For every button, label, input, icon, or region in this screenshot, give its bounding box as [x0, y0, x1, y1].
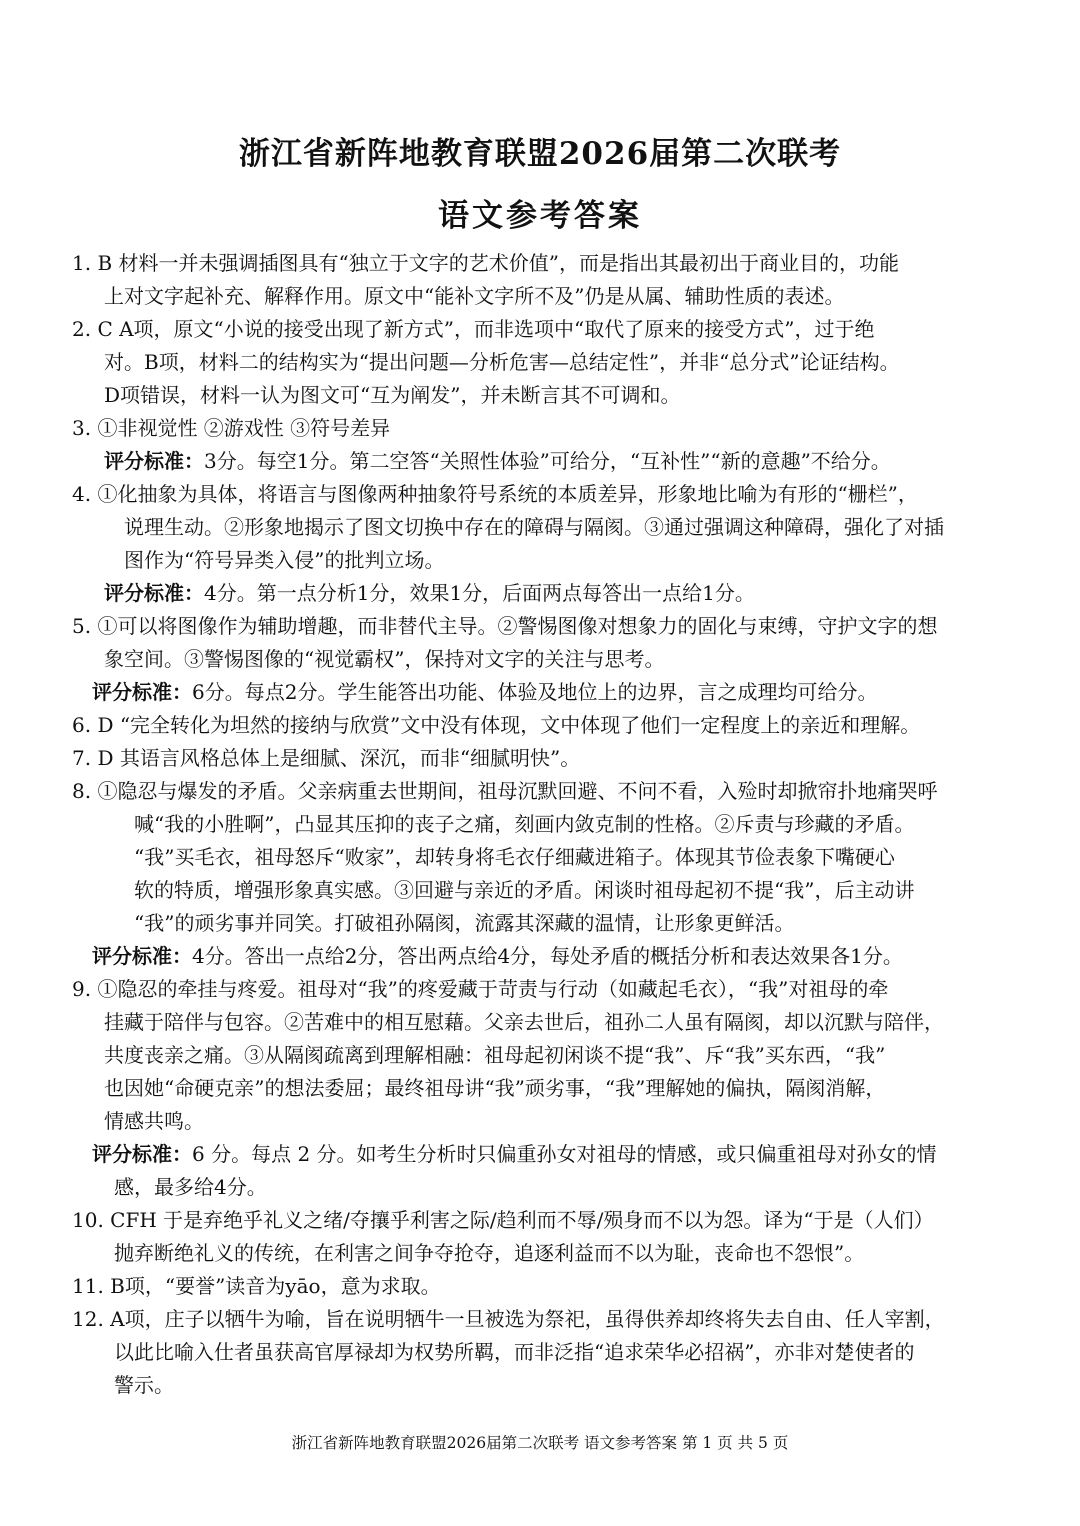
answer-1-line-1: 1. B 材料一并未强调插图具有“独立于文字的艺术价值”，而是指出其最初出于商业目的，功能 — [72, 251, 899, 275]
answer-3-line-1: 3. ①非视觉性 ②游戏性 ③符号差异 — [72, 416, 391, 440]
answer-9-line-5: 情感共鸣。 — [104, 1109, 204, 1133]
answer-9-scoring — [92, 1138, 937, 1171]
answer-12-line-2: 以此比喻入仕者虽获高官厚禄却为权势所羁，而非泛指“追求荣华必招祸”，亦非对楚使者的 — [114, 1340, 915, 1364]
answer-9-line-3: 共度丧亲之痛。③从隔阂疏离到理解相融：祖母起初闲谈不提“我”、斥“我”买东西，“我” — [104, 1043, 886, 1067]
answer-8-line-4: 软的特质，增强形象真实感。③回避与亲近的矛盾。闲谈时祖母起初不提“我”，后主动讲 — [134, 878, 915, 902]
answer-9-line-1: 9. ①隐忍的牵挂与疼爱。祖母对“我”的疼爱藏于苛责与行动（如藏起毛衣），“我”对祖母的牵 — [72, 977, 889, 1001]
scoring-label: 评分标准： — [92, 680, 192, 704]
answer-8-line-1: 8. ①隐忍与爆发的矛盾。父亲病重去世期间，祖母沉默回避、不问不看，入殓时却掀帘扑地痛哭呼 — [72, 779, 938, 803]
answer-8-line-5: “我”的顽劣事并同笑。打破祖孙隔阂，流露其深藏的温情，让形象更鲜活。 — [134, 911, 795, 935]
answer-12-line-1: 12. A项，庄子以牺牛为喻，旨在说明牺牛一旦被选为祭祀，虽得供养却终将失去自由、任人宰割， — [72, 1307, 945, 1331]
scoring-text: 3分。每空1分。第二空答“关照性体验”可给分，“互补性”“新的意趣”不给分。 — [204, 449, 891, 473]
answer-8-scoring — [92, 940, 903, 973]
scoring-text: 6分。每点2分。学生能答出功能、体验及地位上的边界，言之成理均可给分。 — [192, 680, 878, 704]
scoring-label: 评分标准： — [104, 449, 204, 473]
answer-4-line-1: 4. ①化抽象为具体，将语言与图像两种抽象符号系统的本质差异，形象地比喻为有形的“栅栏”， — [72, 482, 918, 506]
answer-9-line-2: 挂藏于陪伴与包容。②苦难中的相互慰藉。父亲去世后，祖孙二人虽有隔阂，却以沉默与陪伴， — [104, 1010, 944, 1034]
answer-7-line-1: 7. D 其语言风格总体上是细腻、深沉，而非“细腻明快”。 — [72, 746, 581, 770]
scoring-label: 评分标准： — [92, 1142, 192, 1166]
answer-12-line-3: 警示。 — [114, 1373, 174, 1397]
answer-8-line-2: 喊“我的小胜啊”，凸显其压抑的丧子之痛，刻画内敛克制的性格。②斥责与珍藏的矛盾。 — [134, 812, 915, 836]
scoring-label: 评分标准： — [104, 581, 204, 605]
page-footer: 浙江省新阵地教育联盟2026届第二次联考 语文参考答案 第 1 页 共 5 页 — [291, 1434, 789, 1452]
answer-5-scoring — [92, 676, 877, 709]
answer-9-line-4: 也因她“命硬克亲”的想法委屈；最终祖母讲“我”顽劣事，“我”理解她的偏执，隔阂消解， — [104, 1076, 886, 1100]
answer-8-line-3: “我”买毛衣，祖母怒斥“败家”，却转身将毛衣仔细藏进箱子。体现其节俭表象下嘴硬心 — [134, 845, 895, 869]
answer-10-line-2: 抛弃断绝礼义的传统，在利害之间争夺抢夺，追逐利益而不以为耻，丧命也不怨恨”。 — [114, 1241, 865, 1265]
answer-1-line-2: 上对文字起补充、解释作用。原文中“能补文字所不及”仍是从属、辅助性质的表述。 — [104, 284, 845, 308]
answer-5-line-1: 5. ①可以将图像作为辅助增趣，而非替代主导。②警惕图像对想象力的固化与束缚，守护文字的想 — [72, 614, 938, 638]
answer-4-scoring — [104, 577, 755, 610]
document-subtitle: 语文参考答案 — [438, 198, 642, 234]
answer-4-line-2: 说理生动。②形象地揭示了图文切换中存在的障碍与隔阂。③通过强调这种障碍，强化了对插 — [124, 515, 944, 539]
answer-9-scoring-line-2: 感，最多给4分。 — [114, 1175, 267, 1199]
answer-2-line-3: D项错误，材料一认为图文可“互为阐发”，并未断言其不可调和。 — [104, 383, 681, 407]
answer-2-line-2: 对。B项，材料二的结构实为“提出问题—分析危害—总结定性”，并非“总分式”论证结构。 — [104, 350, 900, 374]
answer-6-line-1: 6. D “完全转化为坦然的接纳与欣赏”文中没有体现，文中体现了他们一定程度上的亲近和理解。 — [72, 713, 921, 737]
answer-3-scoring — [104, 445, 891, 478]
scoring-text: 6 分。每点 2 分。如考生分析时只偏重孙女对祖母的情感，或只偏重祖母对孙女的情 — [192, 1142, 937, 1166]
scoring-text: 4分。第一点分析1分，效果1分，后面两点每答出一点给1分。 — [204, 581, 755, 605]
answer-5-line-2: 象空间。③警惕图像的“视觉霸权”，保持对文字的关注与思考。 — [104, 647, 665, 671]
scoring-label: 评分标准： — [92, 944, 192, 968]
answer-2-line-1: 2. C A项，原文“小说的接受出现了新方式”，而非选项中“取代了原来的接受方式”，过于绝 — [72, 317, 875, 341]
answer-11-line-1: 11. B项，“要誉”读音为yāo，意为求取。 — [72, 1274, 441, 1298]
answer-4-line-3: 图作为“符号异类入侵”的批判立场。 — [124, 548, 445, 572]
answer-10-line-1: 10. CFH 于是弃绝乎礼义之绪/夺攘乎利害之际/趋利而不辱/殒身而不以为怨。译为“于是（人们） — [72, 1208, 934, 1232]
scoring-text: 4分。答出一点给2分，答出两点给4分，每处矛盾的概括分析和表达效果各1分。 — [192, 944, 903, 968]
document-title: 浙江省新阵地教育联盟2026届第二次联考 — [238, 136, 842, 172]
